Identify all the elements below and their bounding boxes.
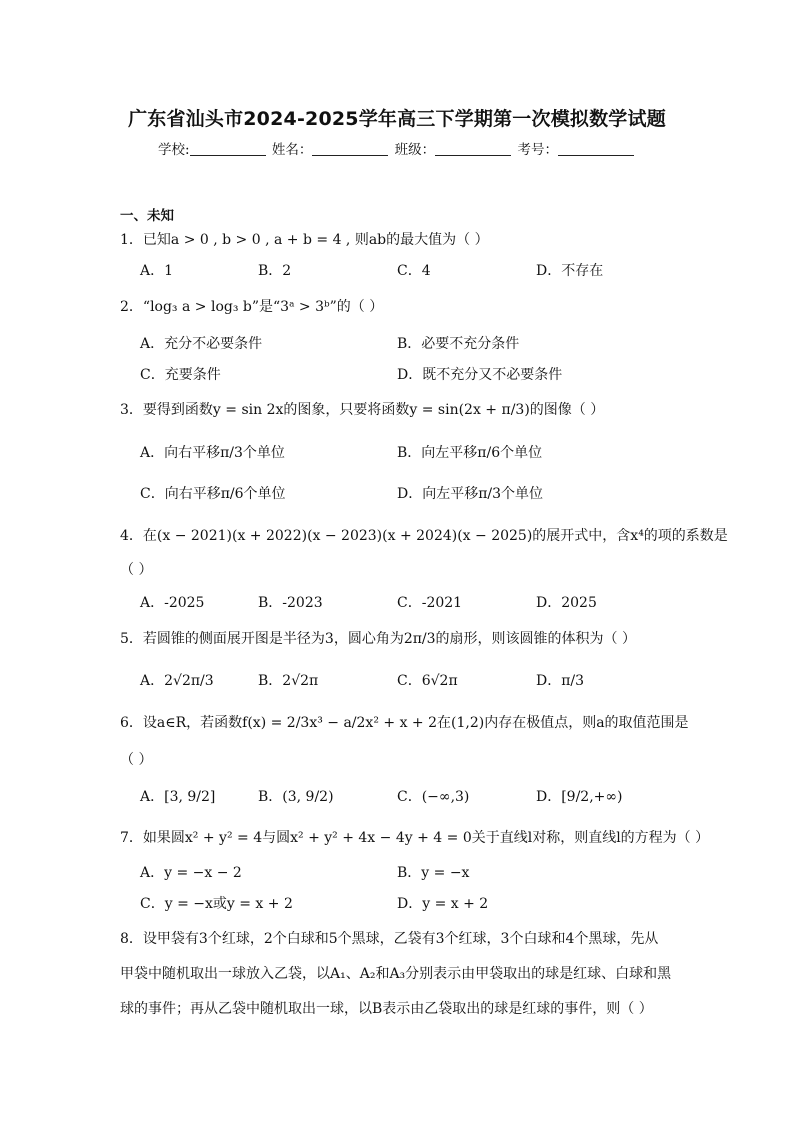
question-6-stem-cont: （ ） [120,752,153,768]
question-3-option-d: D．向左平移π/3个单位 [397,486,544,502]
question-4-option-a: A．-2025 [140,595,205,611]
question-3-stem: 3．要得到函数y = sin 2x的图象，只要将函数y = sin(2x + π/3)的图像（ ） [120,402,605,418]
name-blank [312,143,388,156]
class-blank [435,143,511,156]
question-5-option-d: D．π/3 [536,673,585,689]
question-1-stem: 1．已知a > 0 , b > 0 , a + b = 4 , 则ab的最大值为（ ） [120,232,489,248]
class-label: 班级： [394,142,436,158]
question-8-stem-line2: 甲袋中随机取出一球放入乙袋，以A₁、A₂和A₃分别表示由甲袋取出的球是红球、白球和黑 [120,966,672,982]
question-6-option-c: C．(−∞,3) [397,789,470,805]
question-4-option-b: B．-2023 [258,595,323,611]
exam-no-blank [558,143,634,156]
question-6-option-d: D．[9/2,+∞) [536,789,623,805]
question-7-option-c: C．y = −x或y = x + 2 [140,896,293,912]
question-3-option-c: C．向右平移π/6个单位 [140,486,286,502]
student-info-line [0,138,794,158]
question-2-option-b: B．必要不充分条件 [397,336,520,352]
question-8-stem: 8．设甲袋有3个红球，2个白球和5个黑球，乙袋有3个红球，3个白球和4个黑球，先从 [120,931,659,947]
question-1-option-c: C．4 [397,263,431,279]
school-label: 学校: [158,142,190,158]
question-6-option-a: A．[3, 9/2] [140,789,216,805]
question-7-stem: 7．如果圆x² + y² = 4与圆x² + y² + 4x − 4y + 4 = 0关于直线l对称，则直线l的方程为（ ） [120,830,710,846]
question-4-stem: 4．在(x − 2021)(x + 2022)(x − 2023)(x + 2024)(x − 2025)的展开式中，含x⁴的项的系数是 [120,528,728,544]
section-heading: 一、未知 [120,208,174,224]
question-7-option-a: A．y = −x − 2 [140,865,242,881]
question-5-option-b: B．2√2π [258,673,319,689]
question-2-stem: 2．“log₃ a > log₃ b”是“3ᵃ > 3ᵇ”的（ ） [120,299,384,315]
question-2-option-d: D．既不充分又不必要条件 [397,367,563,383]
question-1-option-a: A．1 [140,263,174,279]
question-2-option-c: C．充要条件 [140,367,221,383]
question-3-option-b: B．向左平移π/6个单位 [397,445,543,461]
question-5-option-c: C．6√2π [397,673,458,689]
question-4-option-c: C．-2021 [397,595,463,611]
question-4-option-d: D．2025 [536,595,597,611]
question-1-option-d: D．不存在 [536,263,604,279]
school-blank [190,143,266,156]
question-6-option-b: B．(3, 9/2) [258,789,334,805]
question-5-stem: 5．若圆锥的侧面展开图是半径为3，圆心角为2π/3的扇形，则该圆锥的体积为（ ） [120,631,636,647]
question-4-stem-cont: （ ） [120,562,153,578]
question-5-option-a: A．2√2π/3 [140,673,214,689]
question-3-option-a: A．向右平移π/3个单位 [140,445,285,461]
question-7-option-b: B．y = −x [397,865,470,881]
question-6-stem: 6．设a∈R，若函数f(x) = 2/3x³ − a/2x² + x + 2在(1,2)内存在极值点，则a的取值范围是 [120,715,689,731]
question-7-option-d: D．y = x + 2 [397,896,489,912]
question-8-stem-line3: 球的事件；再从乙袋中随机取出一球，以B表示由乙袋取出的球是红球的事件，则（ ） [120,1001,653,1017]
exam-no-label: 考号： [517,142,558,158]
question-1-option-b: B．2 [258,263,292,279]
exam-title: 广东省汕头市2024-2025学年高三下学期第一次模拟数学试题 [128,108,666,130]
name-label: 姓名： [271,142,313,158]
question-2-option-a: A．充分不必要条件 [140,336,263,352]
